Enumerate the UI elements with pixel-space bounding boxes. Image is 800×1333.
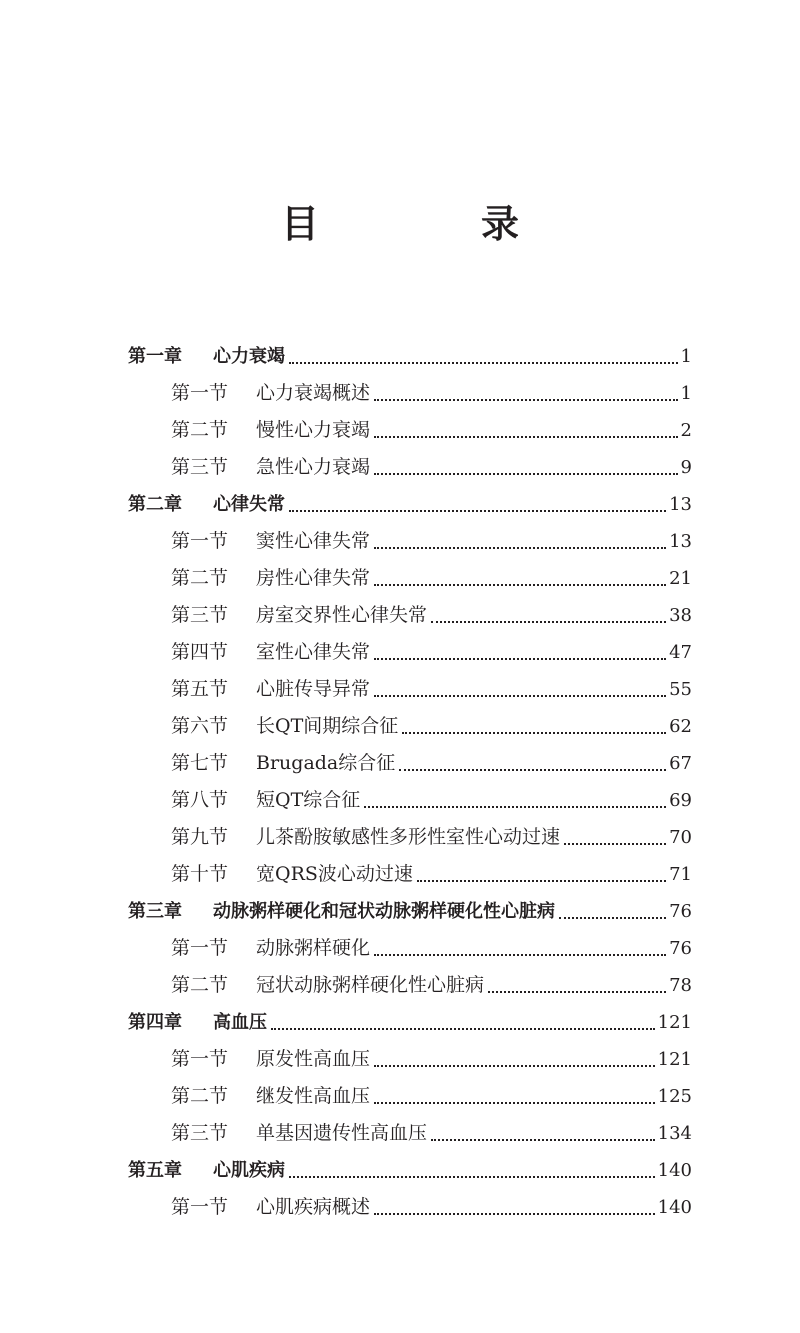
toc-entry-number: 第九节 xyxy=(171,826,229,848)
dot-leader xyxy=(399,769,666,771)
toc-entry-title: 室性心律失常 xyxy=(256,641,371,663)
dot-leader xyxy=(559,917,666,919)
table-of-contents xyxy=(0,338,800,1226)
toc-section-row[interactable] xyxy=(0,930,800,967)
toc-section-row[interactable] xyxy=(0,634,800,671)
toc-page-number: 76 xyxy=(666,893,692,930)
toc-entry-title: 高血压 xyxy=(213,1012,267,1033)
toc-entry-title: 窦性心律失常 xyxy=(256,530,371,552)
dot-leader xyxy=(374,658,666,660)
dot-leader xyxy=(417,880,666,882)
dot-leader xyxy=(374,1065,655,1067)
dot-leader xyxy=(431,1139,655,1141)
page-title: 目 录 xyxy=(280,201,581,246)
toc-entry-title: 房室交界性心律失常 xyxy=(256,604,428,626)
toc-entry-number: 第一章 xyxy=(128,346,182,367)
toc-entry-number: 第一节 xyxy=(171,937,229,959)
toc-entry-title: 宽QRS波心动过速 xyxy=(256,863,413,885)
toc-chapter-row[interactable] xyxy=(0,338,800,375)
toc-section-row[interactable] xyxy=(0,745,800,782)
toc-entry-title: 动脉粥样硬化 xyxy=(256,937,371,959)
toc-page-number: 13 xyxy=(666,486,692,523)
toc-entry-number: 第七节 xyxy=(171,752,229,774)
toc-page-number: 67 xyxy=(666,745,692,782)
dot-leader xyxy=(402,732,666,734)
toc-page-number: 125 xyxy=(655,1078,692,1115)
toc-section-row[interactable] xyxy=(0,412,800,449)
toc-section-row[interactable] xyxy=(0,597,800,634)
toc-chapter-row[interactable] xyxy=(0,1152,800,1189)
dot-leader xyxy=(374,695,666,697)
dot-leader xyxy=(564,843,666,845)
toc-page-number: 76 xyxy=(666,930,692,967)
toc-page-number: 140 xyxy=(655,1189,692,1226)
toc-section-row[interactable] xyxy=(0,708,800,745)
toc-entry-title: 原发性高血压 xyxy=(256,1048,371,1070)
toc-entry-number: 第三章 xyxy=(128,901,182,922)
toc-entry-title: 心律失常 xyxy=(213,494,285,515)
toc-entry-number: 第三节 xyxy=(171,1122,229,1144)
toc-page-number: 1 xyxy=(678,375,692,412)
toc-entry-title: 长QT间期综合征 xyxy=(256,715,399,737)
toc-entry-title: 慢性心力衰竭 xyxy=(256,419,371,441)
toc-section-row[interactable] xyxy=(0,967,800,1004)
dot-leader xyxy=(374,473,678,475)
dot-leader xyxy=(374,1102,655,1104)
dot-leader xyxy=(374,1213,655,1215)
toc-entry-number: 第三节 xyxy=(171,456,229,478)
toc-entry-title: 急性心力衰竭 xyxy=(256,456,371,478)
toc-entry-number: 第二节 xyxy=(171,1085,229,1107)
toc-chapter-row[interactable] xyxy=(0,486,800,523)
toc-entry-number: 第二章 xyxy=(128,494,182,515)
dot-leader xyxy=(374,584,666,586)
toc-page-number: 140 xyxy=(655,1152,692,1189)
toc-section-row[interactable] xyxy=(0,375,800,412)
dot-leader xyxy=(289,362,678,364)
toc-entry-number: 第二节 xyxy=(171,974,229,996)
toc-entry-number: 第一节 xyxy=(171,1048,229,1070)
toc-entry-number: 第五节 xyxy=(171,678,229,700)
toc-entry-number: 第一节 xyxy=(171,530,229,552)
toc-entry-number: 第五章 xyxy=(128,1160,182,1181)
toc-entry-title: 心肌疾病 xyxy=(213,1160,285,1181)
toc-section-row[interactable] xyxy=(0,1078,800,1115)
toc-page-number: 70 xyxy=(666,819,692,856)
toc-entry-title: 房性心律失常 xyxy=(256,567,371,589)
toc-section-row[interactable] xyxy=(0,856,800,893)
toc-chapter-row[interactable] xyxy=(0,893,800,930)
toc-section-row[interactable] xyxy=(0,449,800,486)
toc-entry-title: 单基因遗传性高血压 xyxy=(256,1122,428,1144)
dot-leader xyxy=(289,510,666,512)
toc-page-number: 9 xyxy=(678,449,692,486)
toc-page-number: 1 xyxy=(678,338,692,375)
toc-entry-number: 第十节 xyxy=(171,863,229,885)
toc-entry-title: 心力衰竭 xyxy=(213,346,285,367)
toc-entry-number: 第八节 xyxy=(171,789,229,811)
toc-section-row[interactable] xyxy=(0,819,800,856)
toc-entry-title: 儿茶酚胺敏感性多形性室性心动过速 xyxy=(256,826,561,848)
toc-page-number: 71 xyxy=(666,856,692,893)
toc-entry-number: 第六节 xyxy=(171,715,229,737)
toc-entry-number: 第四节 xyxy=(171,641,229,663)
toc-entry-title: 心脏传导异常 xyxy=(256,678,371,700)
toc-entry-number: 第三节 xyxy=(171,604,229,626)
dot-leader xyxy=(374,954,666,956)
dot-leader xyxy=(374,436,678,438)
toc-page-number: 134 xyxy=(655,1115,692,1152)
toc-entry-number: 第四章 xyxy=(128,1012,182,1033)
toc-chapter-row[interactable] xyxy=(0,1004,800,1041)
dot-leader xyxy=(364,806,666,808)
toc-entry-number: 第二节 xyxy=(171,419,229,441)
toc-section-row[interactable] xyxy=(0,1189,800,1226)
toc-entry-title: 冠状动脉粥样硬化性心脏病 xyxy=(256,974,485,996)
toc-section-row[interactable] xyxy=(0,782,800,819)
toc-page-number: 21 xyxy=(666,560,692,597)
dot-leader xyxy=(271,1028,655,1030)
toc-entry-title: 心肌疾病概述 xyxy=(256,1196,371,1218)
toc-entry-title: 动脉粥样硬化和冠状动脉粥样硬化性心脏病 xyxy=(213,901,555,922)
dot-leader xyxy=(289,1176,655,1178)
toc-entry-title: 短QT综合征 xyxy=(256,789,361,811)
toc-page-number: 38 xyxy=(666,597,692,634)
dot-leader xyxy=(374,547,666,549)
toc-section-row[interactable] xyxy=(0,1115,800,1152)
toc-page-number: 121 xyxy=(655,1004,692,1041)
toc-page-number: 55 xyxy=(666,671,692,708)
toc-page-number: 13 xyxy=(666,523,692,560)
toc-page-number: 121 xyxy=(655,1041,692,1078)
toc-page-number: 78 xyxy=(666,967,692,1004)
dot-leader xyxy=(488,991,666,993)
toc-entry-number: 第一节 xyxy=(171,382,229,404)
toc-entry-number: 第二节 xyxy=(171,567,229,589)
toc-entry-title: 继发性高血压 xyxy=(256,1085,371,1107)
toc-page-number: 62 xyxy=(666,708,692,745)
toc-entry-title: Brugada综合征 xyxy=(256,752,396,774)
toc-entry-title: 心力衰竭概述 xyxy=(256,382,371,404)
dot-leader xyxy=(374,399,678,401)
toc-section-row[interactable] xyxy=(0,560,800,597)
toc-page-number: 2 xyxy=(678,412,692,449)
toc-section-row[interactable] xyxy=(0,523,800,560)
dot-leader xyxy=(431,621,666,623)
toc-section-row[interactable] xyxy=(0,1041,800,1078)
toc-entry-number: 第一节 xyxy=(171,1196,229,1218)
toc-page-number: 47 xyxy=(666,634,692,671)
toc-section-row[interactable] xyxy=(0,671,800,708)
toc-page-number: 69 xyxy=(666,782,692,819)
